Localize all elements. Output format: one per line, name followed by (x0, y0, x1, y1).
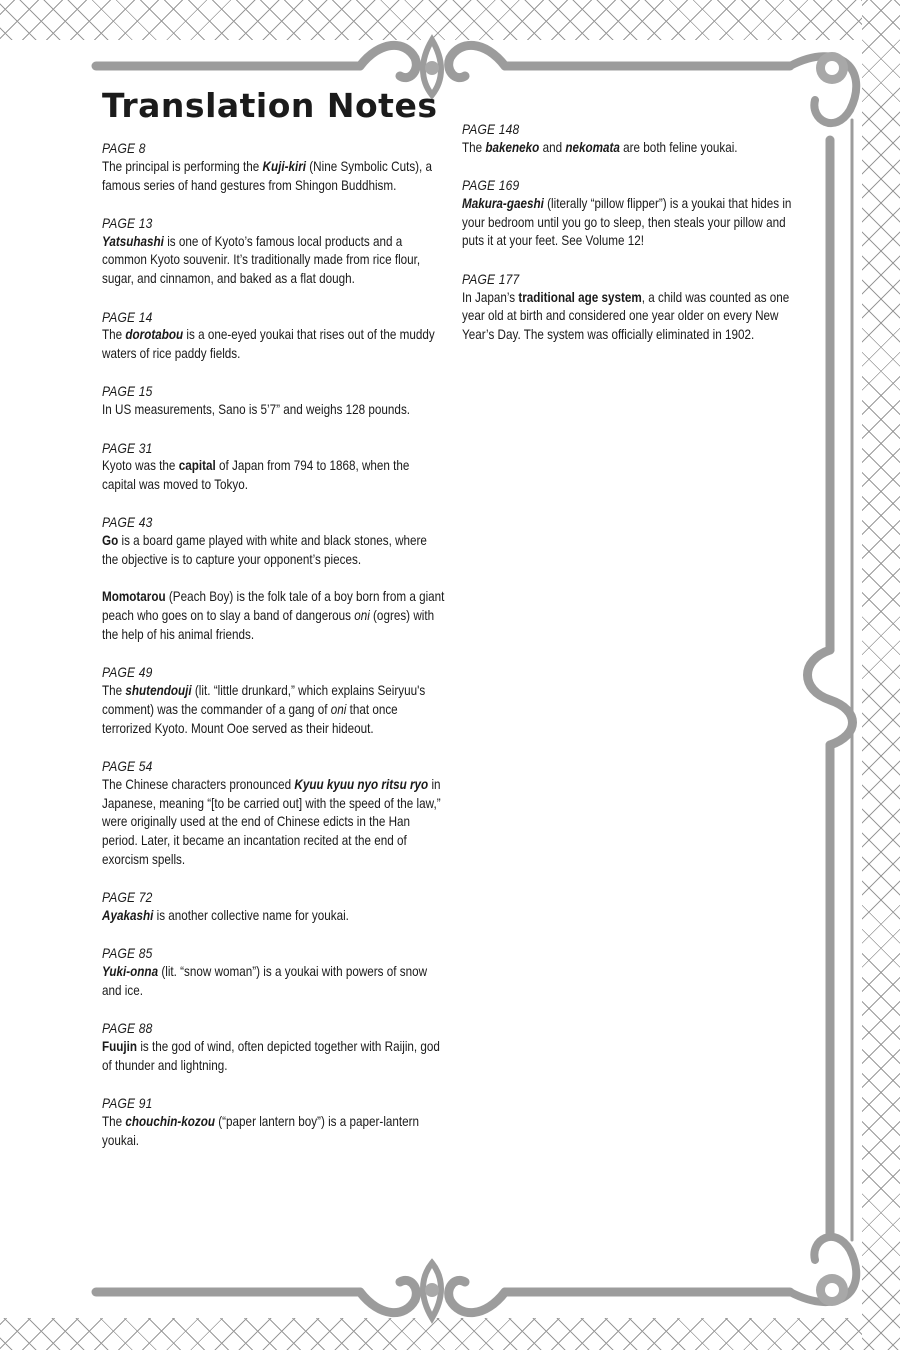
note-text-run: are both feline youkai. (619, 139, 738, 155)
translation-note (102, 139, 447, 195)
emphasized-term: bakeneko (485, 139, 540, 155)
note-text (102, 588, 446, 644)
note-text-run: (literally “pillow flipper”) is a youkai that hides in your bedroom until you go to sleep, then steals your pillow and puts it at your feet. See Volume 12! (462, 195, 792, 249)
note-text-run: The (102, 683, 126, 699)
note-text-run: in Japanese, meaning “[to be carried out] with the speed of the law,” were originally used at the end of Chinese edicts in the Han period. Later, it became an incantation recited at the end of exorcism spells. (102, 776, 441, 867)
page-reference: PAGE 31 (102, 439, 153, 456)
page-reference: PAGE 13 (102, 214, 153, 231)
emphasized-term: chouchin-kozou (125, 1113, 216, 1129)
note-text (102, 326, 446, 364)
note-text-run: (Nine Symbolic Cuts), a famous series of hand gestures from Shingon Buddhism. (102, 158, 433, 193)
note-text (102, 233, 446, 289)
note-text-run: of Japan from 794 to 1868, when the capital was moved to Tokyo. (102, 458, 410, 493)
emphasized-term: capital (178, 458, 216, 474)
note-text-run: (“paper lantern boy”) is a paper-lantern youkai. (102, 1113, 420, 1148)
page-reference: PAGE 177 (462, 270, 520, 287)
note-text-run: is another collective name for youkai. (153, 908, 349, 923)
lattice-border-right (862, 0, 900, 1350)
emphasized-term: shutendouji (125, 683, 192, 699)
note-text-run: and (539, 139, 566, 155)
emphasized-term: Go (102, 533, 119, 549)
translation-note (102, 944, 447, 1000)
note-text-run: In Japan’s (462, 289, 519, 305)
note-text (102, 401, 446, 420)
lattice-border-bottom (0, 1318, 900, 1350)
note-text (462, 139, 806, 158)
emphasized-term: nekomata (565, 139, 620, 155)
emphasized-term: Momotarou (102, 589, 166, 605)
translation-note (102, 757, 447, 870)
page-reference: PAGE 54 (102, 757, 153, 774)
page-reference: PAGE 91 (102, 1095, 153, 1112)
translation-note (102, 1019, 447, 1075)
note-text-run: , a child was counted as one year old at birth and considered one year older on every New Year’s Day. The system was officially eliminated in 1902. (462, 289, 790, 343)
note-text-run: The principal is performing the (102, 158, 263, 174)
translation-note (102, 513, 447, 569)
note-text-run: that once terrorized Kyoto. Mount Ooe served as their hideout. (102, 701, 398, 736)
note-text (102, 776, 446, 870)
note-text-run: (ogres) with the help of his animal friends. (102, 608, 435, 642)
note-text-run: is a board game played with white and black stones, where the objective is to capture your opponent’s pieces. (102, 533, 427, 568)
translation-note (102, 214, 447, 289)
translation-note (102, 888, 447, 926)
page-title: Translation Notes (102, 86, 438, 125)
page-reference: PAGE 72 (102, 889, 153, 906)
note-text (102, 1038, 446, 1076)
translation-note (102, 382, 447, 420)
translation-note (462, 270, 807, 345)
page-reference: PAGE 169 (462, 177, 520, 194)
page-reference: PAGE 88 (102, 1020, 153, 1037)
note-text-run: In US measurements, Sano is 5’7” and weighs 128 pounds. (102, 402, 411, 418)
note-text (102, 532, 446, 570)
note-text-run: (lit. “little drunkard,” which explains Seiryuu's comment) was the commander of a gang of (102, 683, 426, 717)
page-reference: PAGE 14 (102, 308, 153, 325)
emphasized-term: Makura-gaeshi (462, 195, 544, 211)
page-reference: PAGE 49 (102, 664, 153, 681)
emphasized-term: Fuujin (102, 1038, 138, 1054)
notes-column-left (102, 139, 447, 1169)
emphasized-term: oni (330, 701, 347, 717)
emphasized-term: Ayakashi (102, 908, 154, 923)
note-text-run: is one of Kyoto’s famous local products and a common Kyoto souvenir. It’s traditionally made from rice flour, sugar, and cinnamon, and baked as a flat dough. (102, 233, 421, 287)
note-text (102, 963, 446, 1001)
note-text (102, 158, 446, 196)
page-reference: PAGE 15 (102, 383, 153, 400)
note-text-run: The (102, 1113, 126, 1129)
note-text (462, 195, 806, 251)
emphasized-term: Kyuu kyuu nyo ritsu ryo (294, 776, 429, 792)
translation-note (102, 439, 447, 495)
note-text-run: The (462, 139, 486, 155)
notes-column-right (462, 120, 807, 363)
page-reference: PAGE 43 (102, 514, 153, 531)
emphasized-term: Yatsuhashi (102, 233, 164, 249)
note-text (102, 457, 446, 495)
emphasized-term: Kuji-kiri (262, 158, 307, 174)
translation-note (102, 1094, 447, 1150)
translation-note (462, 120, 807, 158)
page-reference: PAGE 85 (102, 945, 153, 962)
page-reference: PAGE 148 (462, 121, 520, 137)
emphasized-term: Yuki-onna (102, 964, 159, 980)
note-text-run: The (102, 327, 126, 343)
note-text (102, 1113, 446, 1151)
note-text-run: (Peach Boy) is the folk tale of a boy born from a giant peach who goes on to slay a band of dangerous (102, 589, 445, 624)
translation-note (102, 588, 447, 644)
lattice-border-top (0, 0, 900, 40)
emphasized-term: dorotabou (125, 327, 184, 343)
emphasized-term: traditional age system (518, 289, 642, 305)
translation-note (462, 176, 807, 251)
note-text-run: is a one-eyed youkai that rises out of the muddy waters of rice paddy fields. (102, 327, 435, 362)
note-text (462, 289, 806, 345)
emphasized-term: oni (354, 608, 370, 624)
translation-note (102, 663, 447, 738)
note-text-run: (lit. “snow woman”) is a youkai with powers of snow and ice. (102, 964, 428, 998)
note-text (102, 907, 446, 926)
note-text (102, 682, 446, 738)
note-text-run: is the god of wind, often depicted together with Raijin, god of thunder and lightning. (102, 1038, 440, 1073)
page-reference: PAGE 8 (102, 140, 146, 156)
translation-note (102, 308, 447, 364)
note-text-run: Kyoto was the (102, 458, 179, 474)
note-text-run: The Chinese characters pronounced (102, 776, 295, 792)
